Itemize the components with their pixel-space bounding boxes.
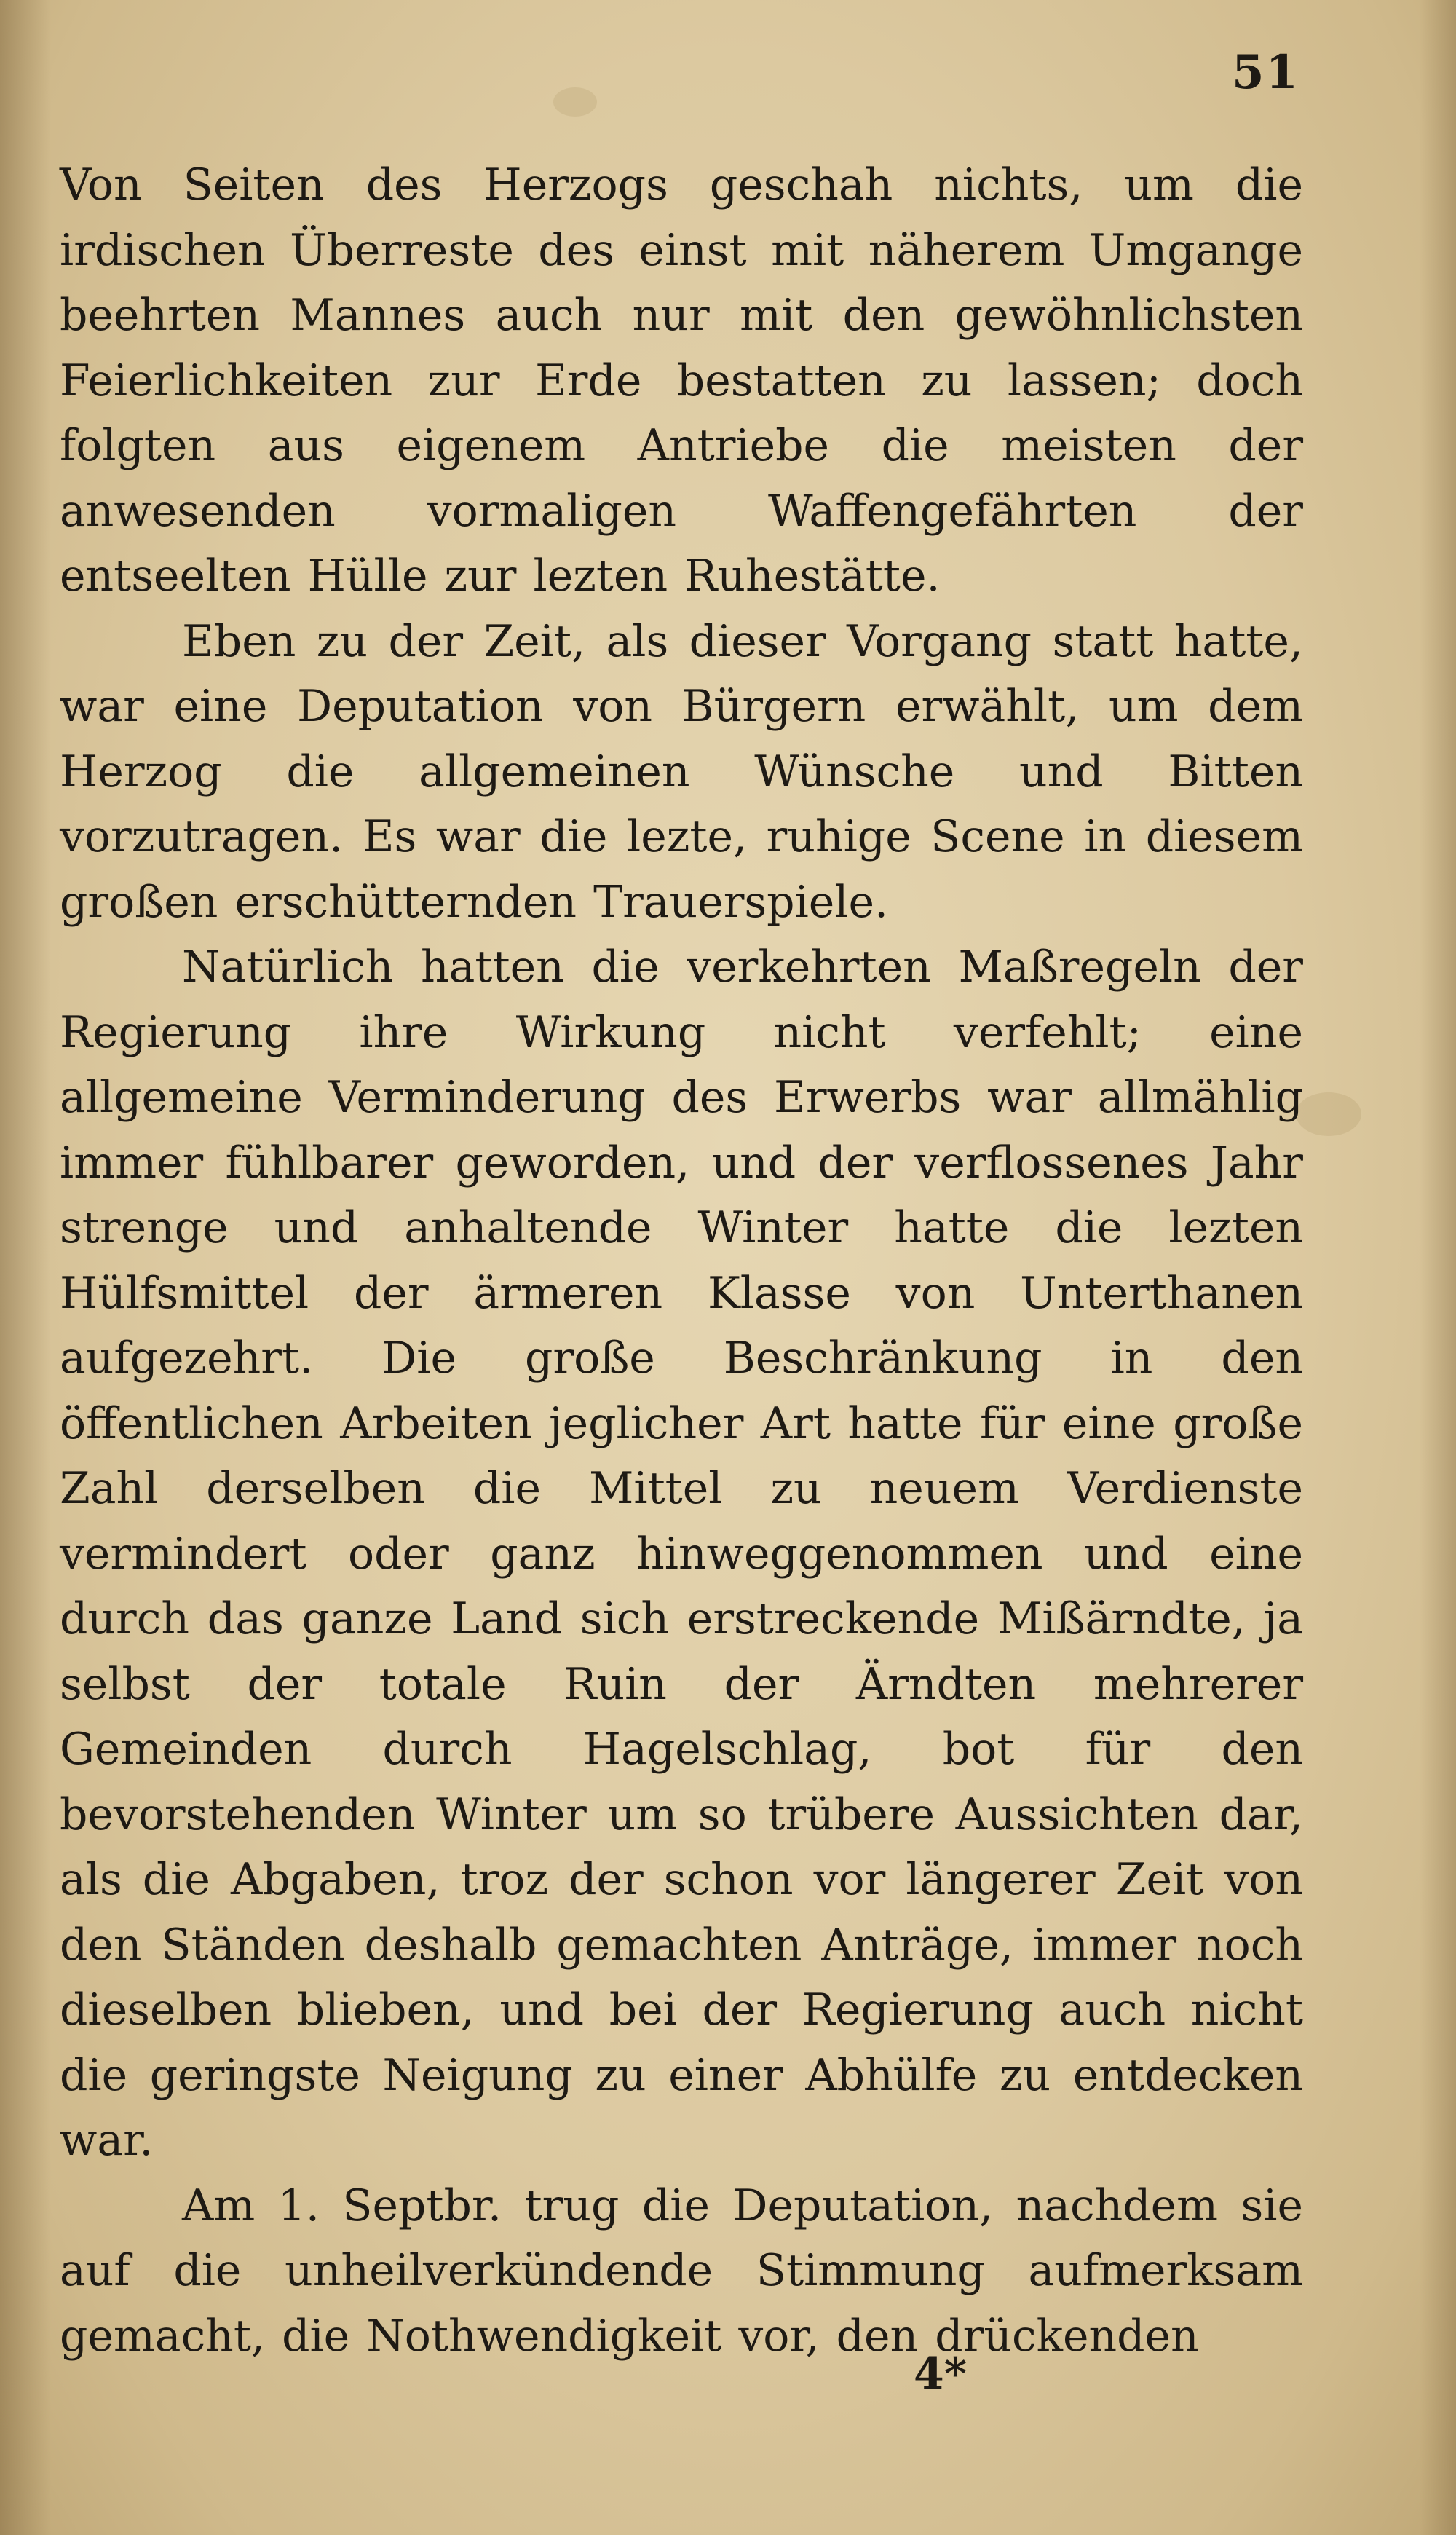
signature-mark: 4* (914, 2349, 968, 2400)
body-text (60, 153, 1303, 2369)
paragraph-3: Natürlich hatten die verkehrten Maßregeln der Regierung ihre Wirkung nicht verfehlt; eine allgemeine Verminderung des Erwerbs war allmählig immer fühlbarer geworden, und der verflossenes Jahr strenge und anhaltende Winter hatte die lezten Hülfsmittel der ärmeren Klasse von Unterthanen aufgezehrt. Die große Beschränkung in den öffentlichen Arbeiten jeglicher Art hatte für eine große Zahl derselben die Mittel zu neuem Verdienste vermindert oder ganz hinweggenommen und eine durch das ganze Land sich erstreckende Mißärndte, ja selbst der totale Ruin der Ärndten mehrerer Gemeinden durch Hagelschlag, bot für den bevorstehenden Winter um so trübere Aussichten dar, als die Abgaben, troz der schon vor längerer Zeit von den Ständen deshalb gemachten Anträge, immer noch dieselben blieben, und bei der Regierung auch nicht die geringste Neigung zu einer Abhülfe zu entdecken war. (60, 942, 1303, 2166)
page-number: 51 (1231, 45, 1299, 100)
paper-stain (1296, 1092, 1361, 1136)
paragraph-4: Am 1. Septbr. trug die Deputation, nachdem sie auf die unheilverkündende Stimmung aufmerksam gemacht, die Nothwendigkeit vor, den drückenden (60, 2180, 1303, 2362)
paragraph-2: Eben zu der Zeit, als dieser Vorgang statt hatte, war eine Deputation von Bürgern erwählt, um dem Herzog die allgemeinen Wünsche und Bitten vorzutragen. Es war die lezte, ruhige Scene in diesem großen erschütternden Trauerspiele. (60, 615, 1303, 928)
paper-stain (553, 87, 597, 117)
paragraph-1: Von Seiten des Herzogs geschah nichts, um die irdischen Überreste des einst mit näherem Umgange beehrten Mannes auch nur mit den gewöhnlichsten Feierlichkeiten zur Erde bestatten zu lassen; doch folgten aus eigenem Antriebe die meisten der anwesenden vormaligen Waffengefährten der entseelten Hülle zur lezten Ruhestätte. (60, 159, 1303, 602)
